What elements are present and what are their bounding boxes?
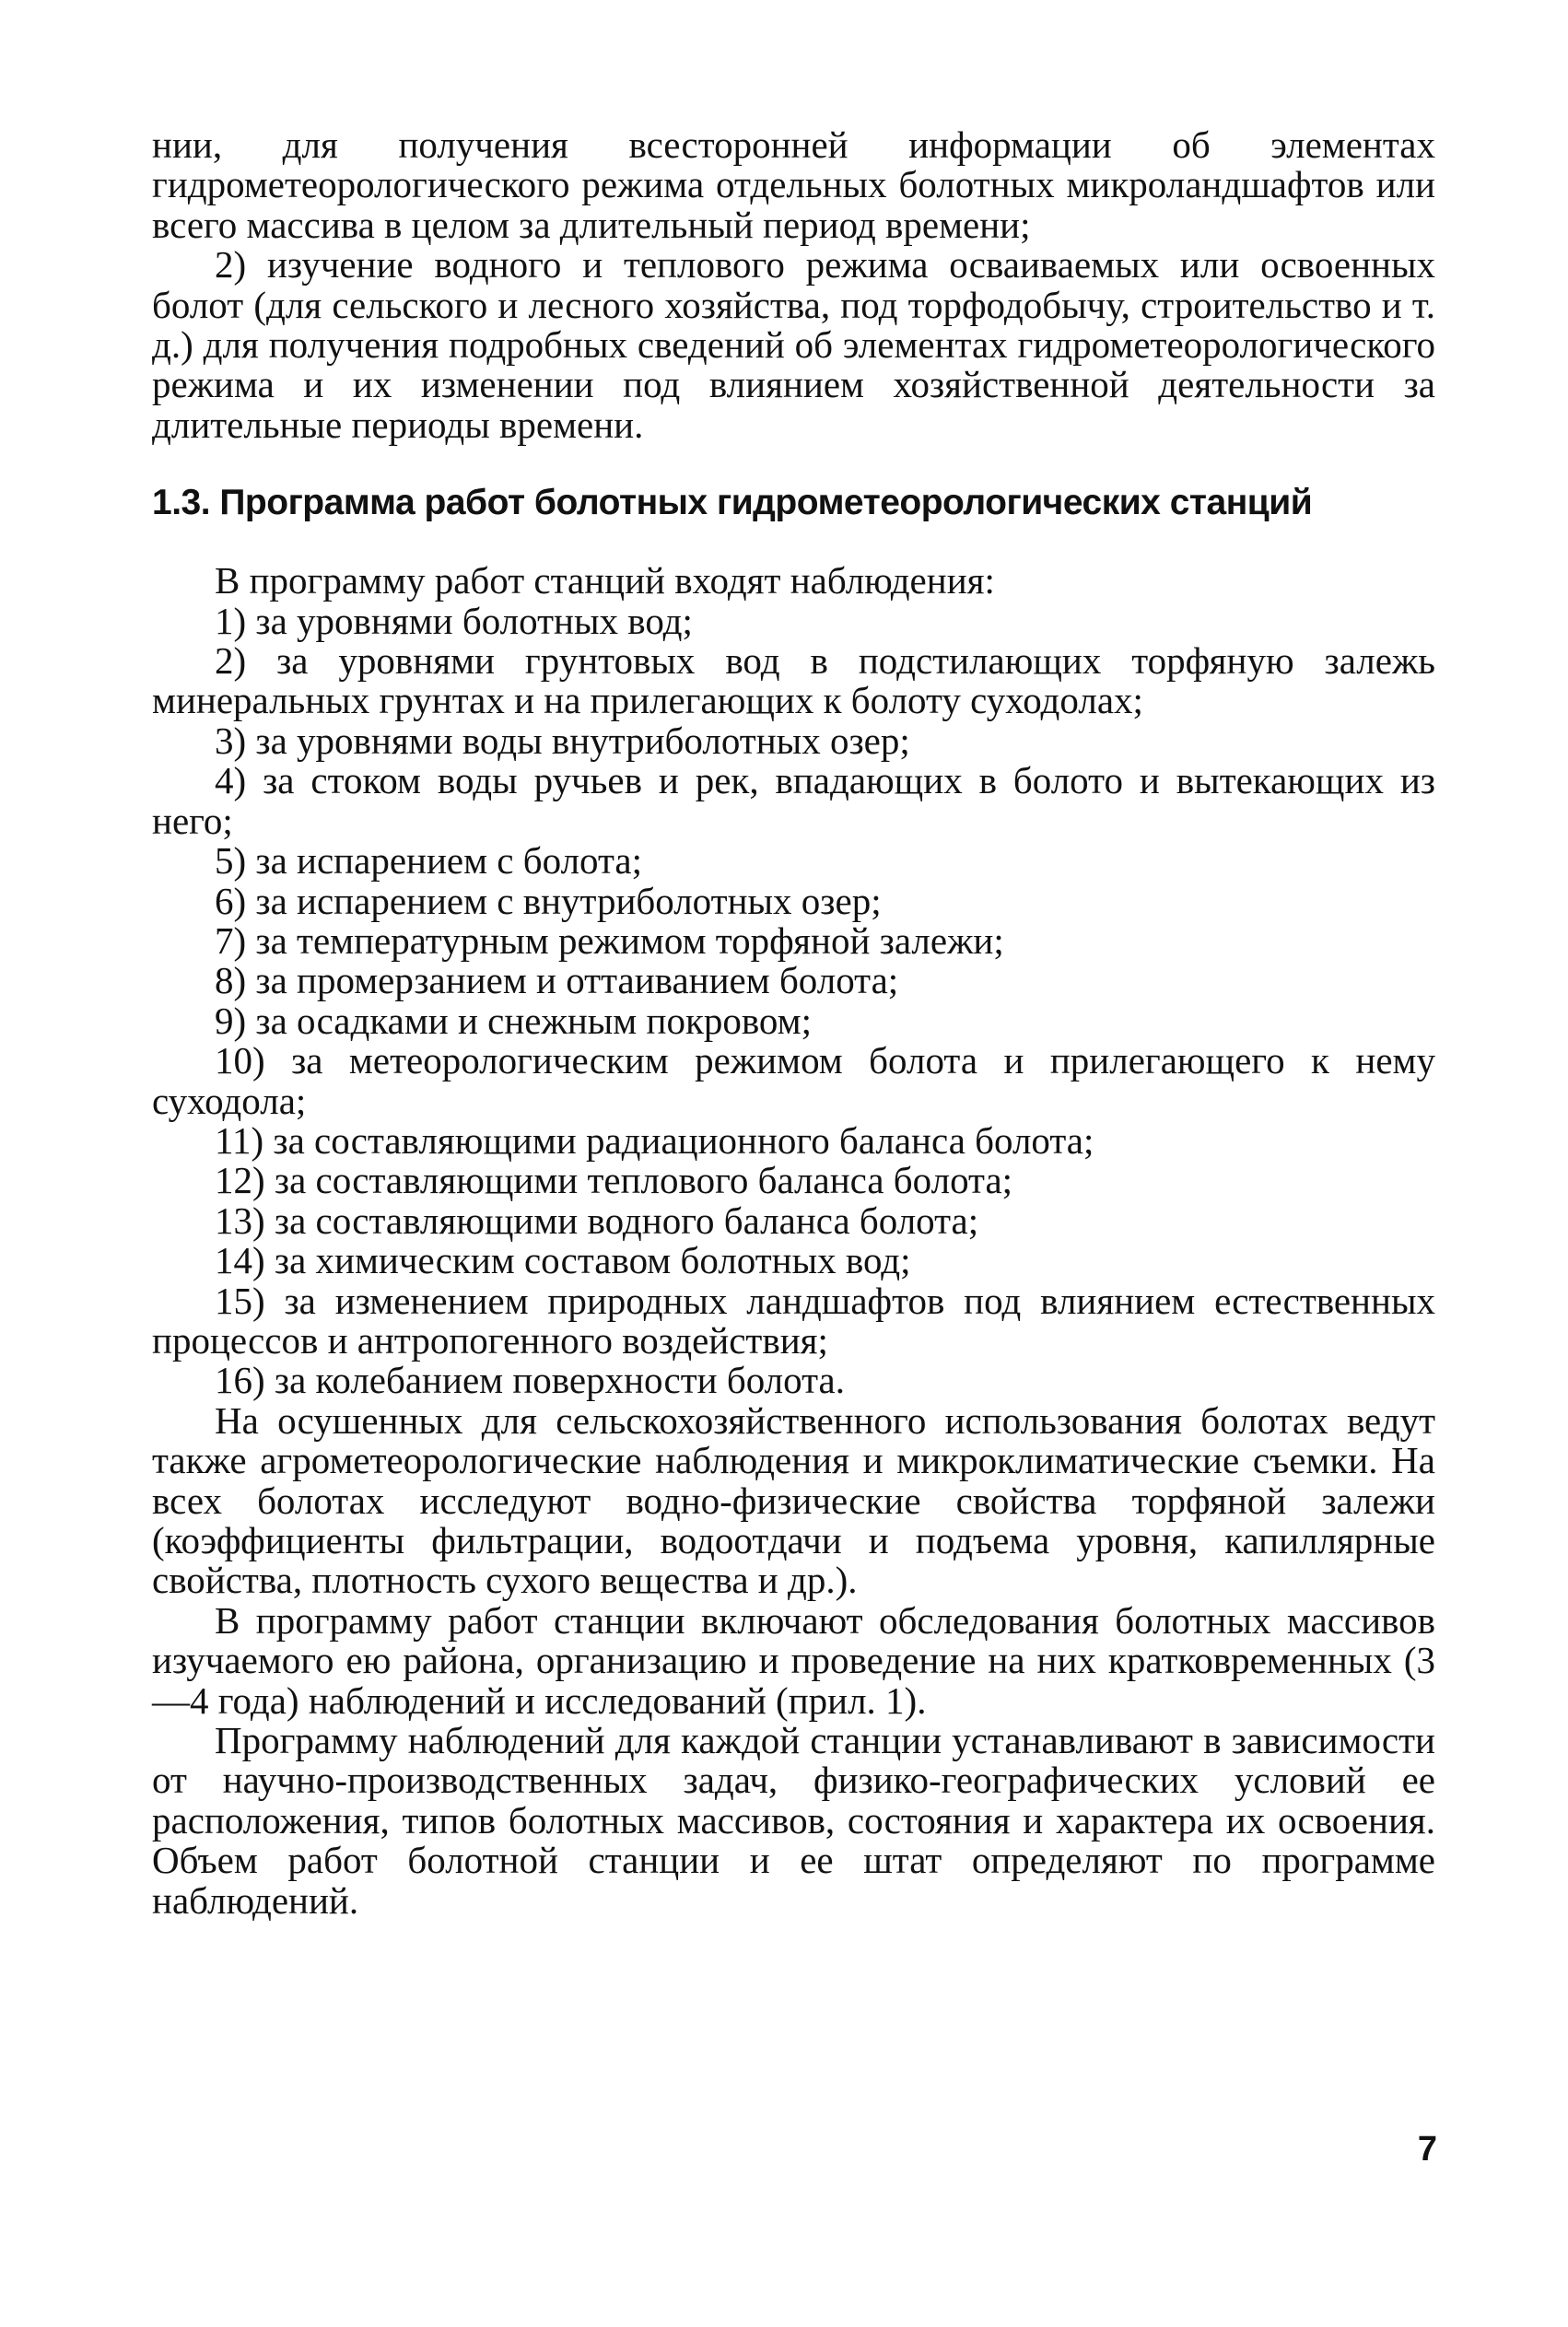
section-lead: В программу работ станций входят наблюдения: [215,559,995,602]
list-item: 3) за уровнями воды внутриболотных озер; [215,719,910,762]
list-item: 15) за изменением природных ландшафтов под влиянием естественных процессов и антропогенного воздействия; [152,1279,1435,1362]
list-item: 8) за промерзанием и оттаиванием болота; [215,959,899,1002]
observation-list [152,599,1435,1402]
list-item: 2) за уровнями грунтовых вод в подстилающих торфяную залежь минеральных грунтах и на прилегающих к болоту суходолах; [152,639,1435,722]
list-item: 10) за метеорологическим режимом болота и прилегающего к нему суходола; [152,1039,1435,1122]
body-paragraph: На осушенных для сельскохозяйственного использования болотах ведут также агрометеорологические наблюдения и микроклиматические съемки. На всех болотах исследуют водно-физические свойства торфяной залежи (коэффициенты фильтрации, водоотдачи и подъема уровня, капиллярные свойства, плотность сухого вещества и др.). [152,1398,1435,1602]
list-item: 1) за уровнями болотных вод; [215,599,693,642]
list-item: 7) за температурным режимом торфяной залежи; [215,918,1004,962]
list-item: 13) за составляющими водного баланса болота; [215,1199,979,1242]
section-heading: 1.3. Программа работ болотных гидрометеорологических станций [152,483,1313,523]
list-item: 5) за испарением с болота; [215,839,642,883]
body-paragraph: В программу работ станции включают обследования болотных массивов изучаемого ею района, организацию и проведение на них кратковременных (3—4 года) наблюдений и исследований (прил. 1). [152,1598,1435,1722]
intro-paragraph-item-2: 2) изучение водного и теплового режима осваиваемых или освоенных болот (для сельского и лесного хозяйства, под торфодобычу, строительство и т. д.) для получения подробных сведений об элементах гидрометеорологического режима и их изменении под влиянием хозяйственной деятельности за длительные периоды времени. [152,243,1435,446]
list-item: 4) за стоком воды ручьев и рек, впадающих в болото и вытекающих из него; [152,759,1435,842]
list-item: 11) за составляющими радиационного баланса болота; [215,1118,1094,1162]
page-body [152,125,1435,1921]
body-paragraph: Программу наблюдений для каждой станции устанавливают в зависимости от научно-производственных задач, физико-географических условий ее расположения, типов болотных массивов, состояния и характера их освоения. Объем работ болотной станции и ее штат определяют по программе наблюдений. [152,1719,1435,1922]
list-item: 12) за составляющими теплового баланса болота; [215,1159,1013,1202]
list-item: 6) за испарением с внутриболотных озер; [215,879,882,922]
list-item: 9) за осадками и снежным покровом; [215,999,812,1042]
page-number: 7 [1417,2130,1437,2169]
list-item: 14) за химическим составом болотных вод; [215,1239,911,1282]
list-item: 16) за колебанием поверхности болота. [215,1359,845,1402]
intro-paragraph-continued: нии, для получения всесторонней информации об элементах гидрометеорологического режима отдельных болотных микроландшафтов или всего массива в целом за длительный период времени; [152,123,1435,246]
